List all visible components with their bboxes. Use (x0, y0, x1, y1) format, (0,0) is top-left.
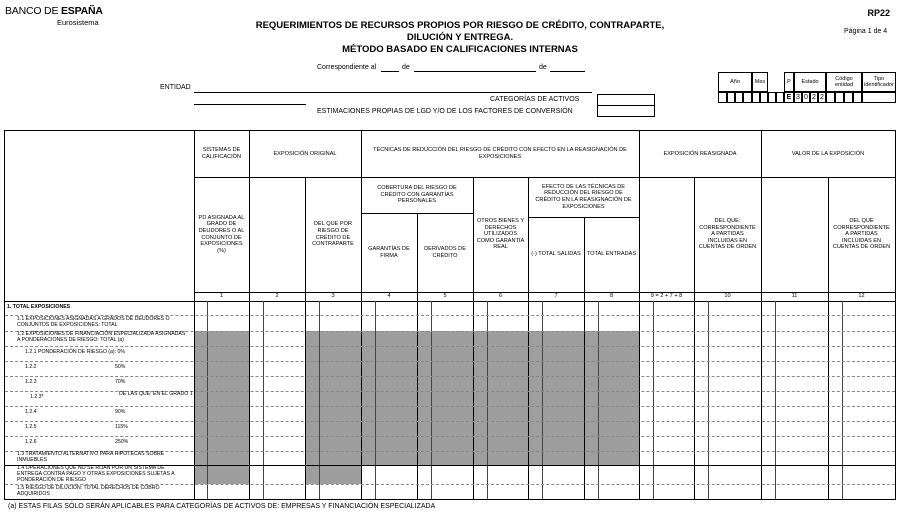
id-header-anio: Año (718, 72, 752, 92)
shaded-area (305, 331, 639, 465)
id-cell[interactable] (768, 92, 776, 103)
row-label-1-2-4: 1.2.4 (25, 409, 37, 415)
col-number: 10 (724, 293, 731, 300)
year-field[interactable] (550, 71, 585, 72)
col-header-efecto: EFECTO DE LAS TÉCNICAS DE REDUCCIÓN DEL RIESGO DE CRÉDITO EN LA REASIGNACIÓN DE EXPOSICIONES (535, 183, 632, 210)
id-cell[interactable] (760, 92, 768, 103)
row-label-1-5: 1.5 RIESGO DE DILUCIÓN: TOTAL DERECHOS DE COBRO ADQUIRIDOS (17, 485, 160, 497)
form-code: RP22 (867, 8, 890, 18)
col-header-del-que-cc: DEL QUE POR RIESGO DE CRÉDITO DE CONTRAPARTE (312, 221, 354, 248)
id-cell-estado-3: 2 (810, 92, 818, 103)
id-cell-estado-2: 0 (802, 92, 810, 103)
vline (584, 217, 585, 499)
row-value-1-2-6: 250% (115, 439, 129, 445)
id-cell[interactable] (835, 92, 844, 103)
id-cell[interactable] (862, 92, 896, 103)
id-cell-e: E (784, 92, 794, 103)
row-value-1-2-3-star: DE LAS QUE: EN EL GRADO 1 (119, 391, 193, 397)
row-line (5, 436, 895, 437)
row-value-1-2-3: 70% (115, 379, 126, 385)
id-cell[interactable] (735, 92, 743, 103)
main-table (4, 130, 896, 500)
col-header-cobertura: COBERTURA DEL RIESGO DE CRÉDITO CON GARANTÍAS PERSONALES (377, 185, 457, 205)
col-header-garantias-firma: GARANTÍAS DE FIRMA (368, 245, 410, 259)
page-title: REQUERIMIENTOS DE RECURSOS PROPIOS POR RIESGO DE CRÉDITO, CONTRAPARTE, DILUCIÓN Y ENTREGA. MÉTODO BASADO EN CALIFICACIONES INTERNAS (255, 20, 665, 55)
id-header-estado: Estado (794, 72, 826, 92)
day-field[interactable] (381, 71, 399, 72)
id-cell[interactable] (844, 92, 853, 103)
id-cell[interactable] (776, 92, 784, 103)
id-header-blank (768, 72, 784, 92)
hline (194, 292, 895, 293)
col-number: 5 (443, 293, 447, 300)
correspondiente-label: Correspondiente al (317, 64, 377, 71)
col-header-del-que-orden-2: DEL QUE CORRESPONDIENTE A PARTIDAS INCLUIDAS EN CUENTAS DE ORDEN (832, 218, 891, 251)
row-line (5, 361, 895, 362)
col-number: 8 (609, 293, 614, 300)
row-value-1-2-2: 50% (115, 364, 126, 370)
vline (417, 213, 418, 499)
col-header-valor-exp: VALOR DE LA EXPOSICIÓN (791, 150, 865, 157)
row-label-1-2-2: 1.2.2 (25, 364, 37, 370)
col-header-otros-bienes: OTROS BIENES Y DERECHOS UTILIZADOS COMO GARANTÍA REAL (476, 218, 525, 251)
id-cell-estado-1: 3 (794, 92, 802, 103)
estimaciones-box[interactable] (597, 105, 655, 117)
col-header-exp-original: EXPOSICIÓN ORIGINAL (273, 150, 337, 157)
row-label-1-2-5: 1.2.5 (25, 424, 37, 430)
shaded-area (305, 465, 361, 484)
id-header-tipo: Tipo identificador (862, 72, 896, 92)
row-label-1-2-1: 1.2.1 PONDERACIÓN DE RIESGO (a): 0% (25, 349, 126, 355)
row-line (5, 421, 895, 422)
row-label-1-3: 1.3 TRATAMIENTO ALTERNATIVO PARA HIPOTECAS SOBRE INMUEBLES (17, 451, 165, 463)
col-number: 12 (858, 293, 865, 300)
id-header-p: P (784, 72, 794, 92)
col-number: 6 (498, 293, 503, 300)
id-cell[interactable] (727, 92, 735, 103)
col-number: 7 (554, 293, 558, 300)
col-header-exp-reasignada: EXPOSICIÓN REASIGNADA (663, 150, 737, 157)
col-header-pd: PD ASIGNADA AL GRADO DE DEUDORES O AL CONJUNTO DE EXPOSICIONES (%) (198, 214, 245, 254)
hline (194, 177, 895, 178)
row-label-1-2-6: 1.2.6 (25, 439, 37, 445)
row-label-1-2-3-star: 1.2.3* (30, 394, 44, 400)
de-label-2: de (539, 64, 547, 71)
estimaciones-label: ESTIMACIONES PROPIAS DE LGD Y/O DE LOS FACTORES DE CONVERSIÓN (317, 108, 573, 115)
id-header-mes: Mes (752, 72, 768, 92)
col-number: 3 (331, 293, 335, 300)
footnote: (a) ESTAS FILAS SÓLO SERÁN APLICABLES PARA CATEGORÍAS DE ACTIVOS DE: EMPRESAS Y FINANCIACIÓN ESPECIALIZADA (8, 503, 436, 510)
col-number: 1 (219, 293, 224, 300)
col-header-sistemas: SISTEMAS DE CALIFICACIÓN (201, 147, 242, 160)
id-cell[interactable] (826, 92, 835, 103)
col-header-total-salidas: (-) TOTAL SALIDAS (531, 251, 581, 258)
de-label-1: de (402, 64, 410, 71)
bank-logo: BANCO DE ESPAÑA (5, 5, 103, 17)
row-label-total: 1. TOTAL EXPOSICIONES (7, 304, 71, 310)
col-number: 9 = 2 + 7 + 8 (650, 293, 683, 300)
entidad-label: ENTIDAD (160, 84, 191, 91)
id-cell[interactable] (718, 92, 727, 103)
id-cell-estado-4: 2 (818, 92, 826, 103)
id-header-codigo: Código entidad (826, 72, 862, 92)
id-cell[interactable] (752, 92, 760, 103)
col-number: 2 (275, 293, 279, 300)
col-number: 11 (791, 293, 798, 300)
row-line (5, 406, 895, 407)
col-header-total-entradas: TOTAL ENTRADAS (586, 251, 637, 258)
shaded-area (194, 331, 249, 484)
row-value-1-2-5: 115% (115, 424, 128, 430)
shaded-area (194, 465, 249, 484)
row-label-1-4: 1.4 OPERACIONES QUE NO SE RIJAN POR UN SISTEMA DE ENTREGA CONTRA PAGO Y OTRAS EXPOSICIONES SUJETAS A PONDERACIÓN DE RIESGO (17, 465, 175, 483)
col-header-del-que-orden-1: DEL QUE: CORRESPONDIENTE A PARTIDAS INCLUIDAS EN CUENTAS DE ORDEN (698, 218, 757, 251)
row-label-1-2-3: 1.2.3 (25, 379, 37, 385)
row-label-1-2: 1.2 EXPOSICIONES DE FINANCIACIÓN ESPECIALIZADA ASIGNADAS A PONDERACIONES DE RIESGO: TOTAL (a) (17, 331, 186, 343)
row-label-1-1: 1.1 EXPOSICIONES ASIGNADAS A GRADOS DE DEUDORES O CONJUNTOS DE EXPOSICIONES: TOTAL (17, 316, 170, 328)
col-header-tecnicas: TÉCNICAS DE REDUCCIÓN DEL RIESGO DE CRÉDITO CON EFECTO EN LA REASIGNACIÓN DE EXPOSICIONES (373, 147, 627, 160)
categorias-label: CATEGORÍAS DE ACTIVOS (490, 96, 580, 103)
bank-logo-sub: Eurosistema (57, 18, 99, 27)
page-number: Página 1 de 4 (844, 28, 888, 35)
row-line (5, 376, 895, 377)
row-line (5, 346, 895, 347)
month-field[interactable] (414, 71, 536, 72)
entidad-field[interactable] (194, 92, 592, 93)
col-header-derivados: DERIVADOS DE CRÉDITO (424, 245, 466, 259)
row-value-1-2-4: 90% (115, 409, 126, 415)
col-number: 4 (387, 293, 391, 300)
id-cell[interactable] (853, 92, 862, 103)
id-cell[interactable] (743, 92, 752, 103)
entidad-field-2[interactable] (194, 104, 306, 105)
